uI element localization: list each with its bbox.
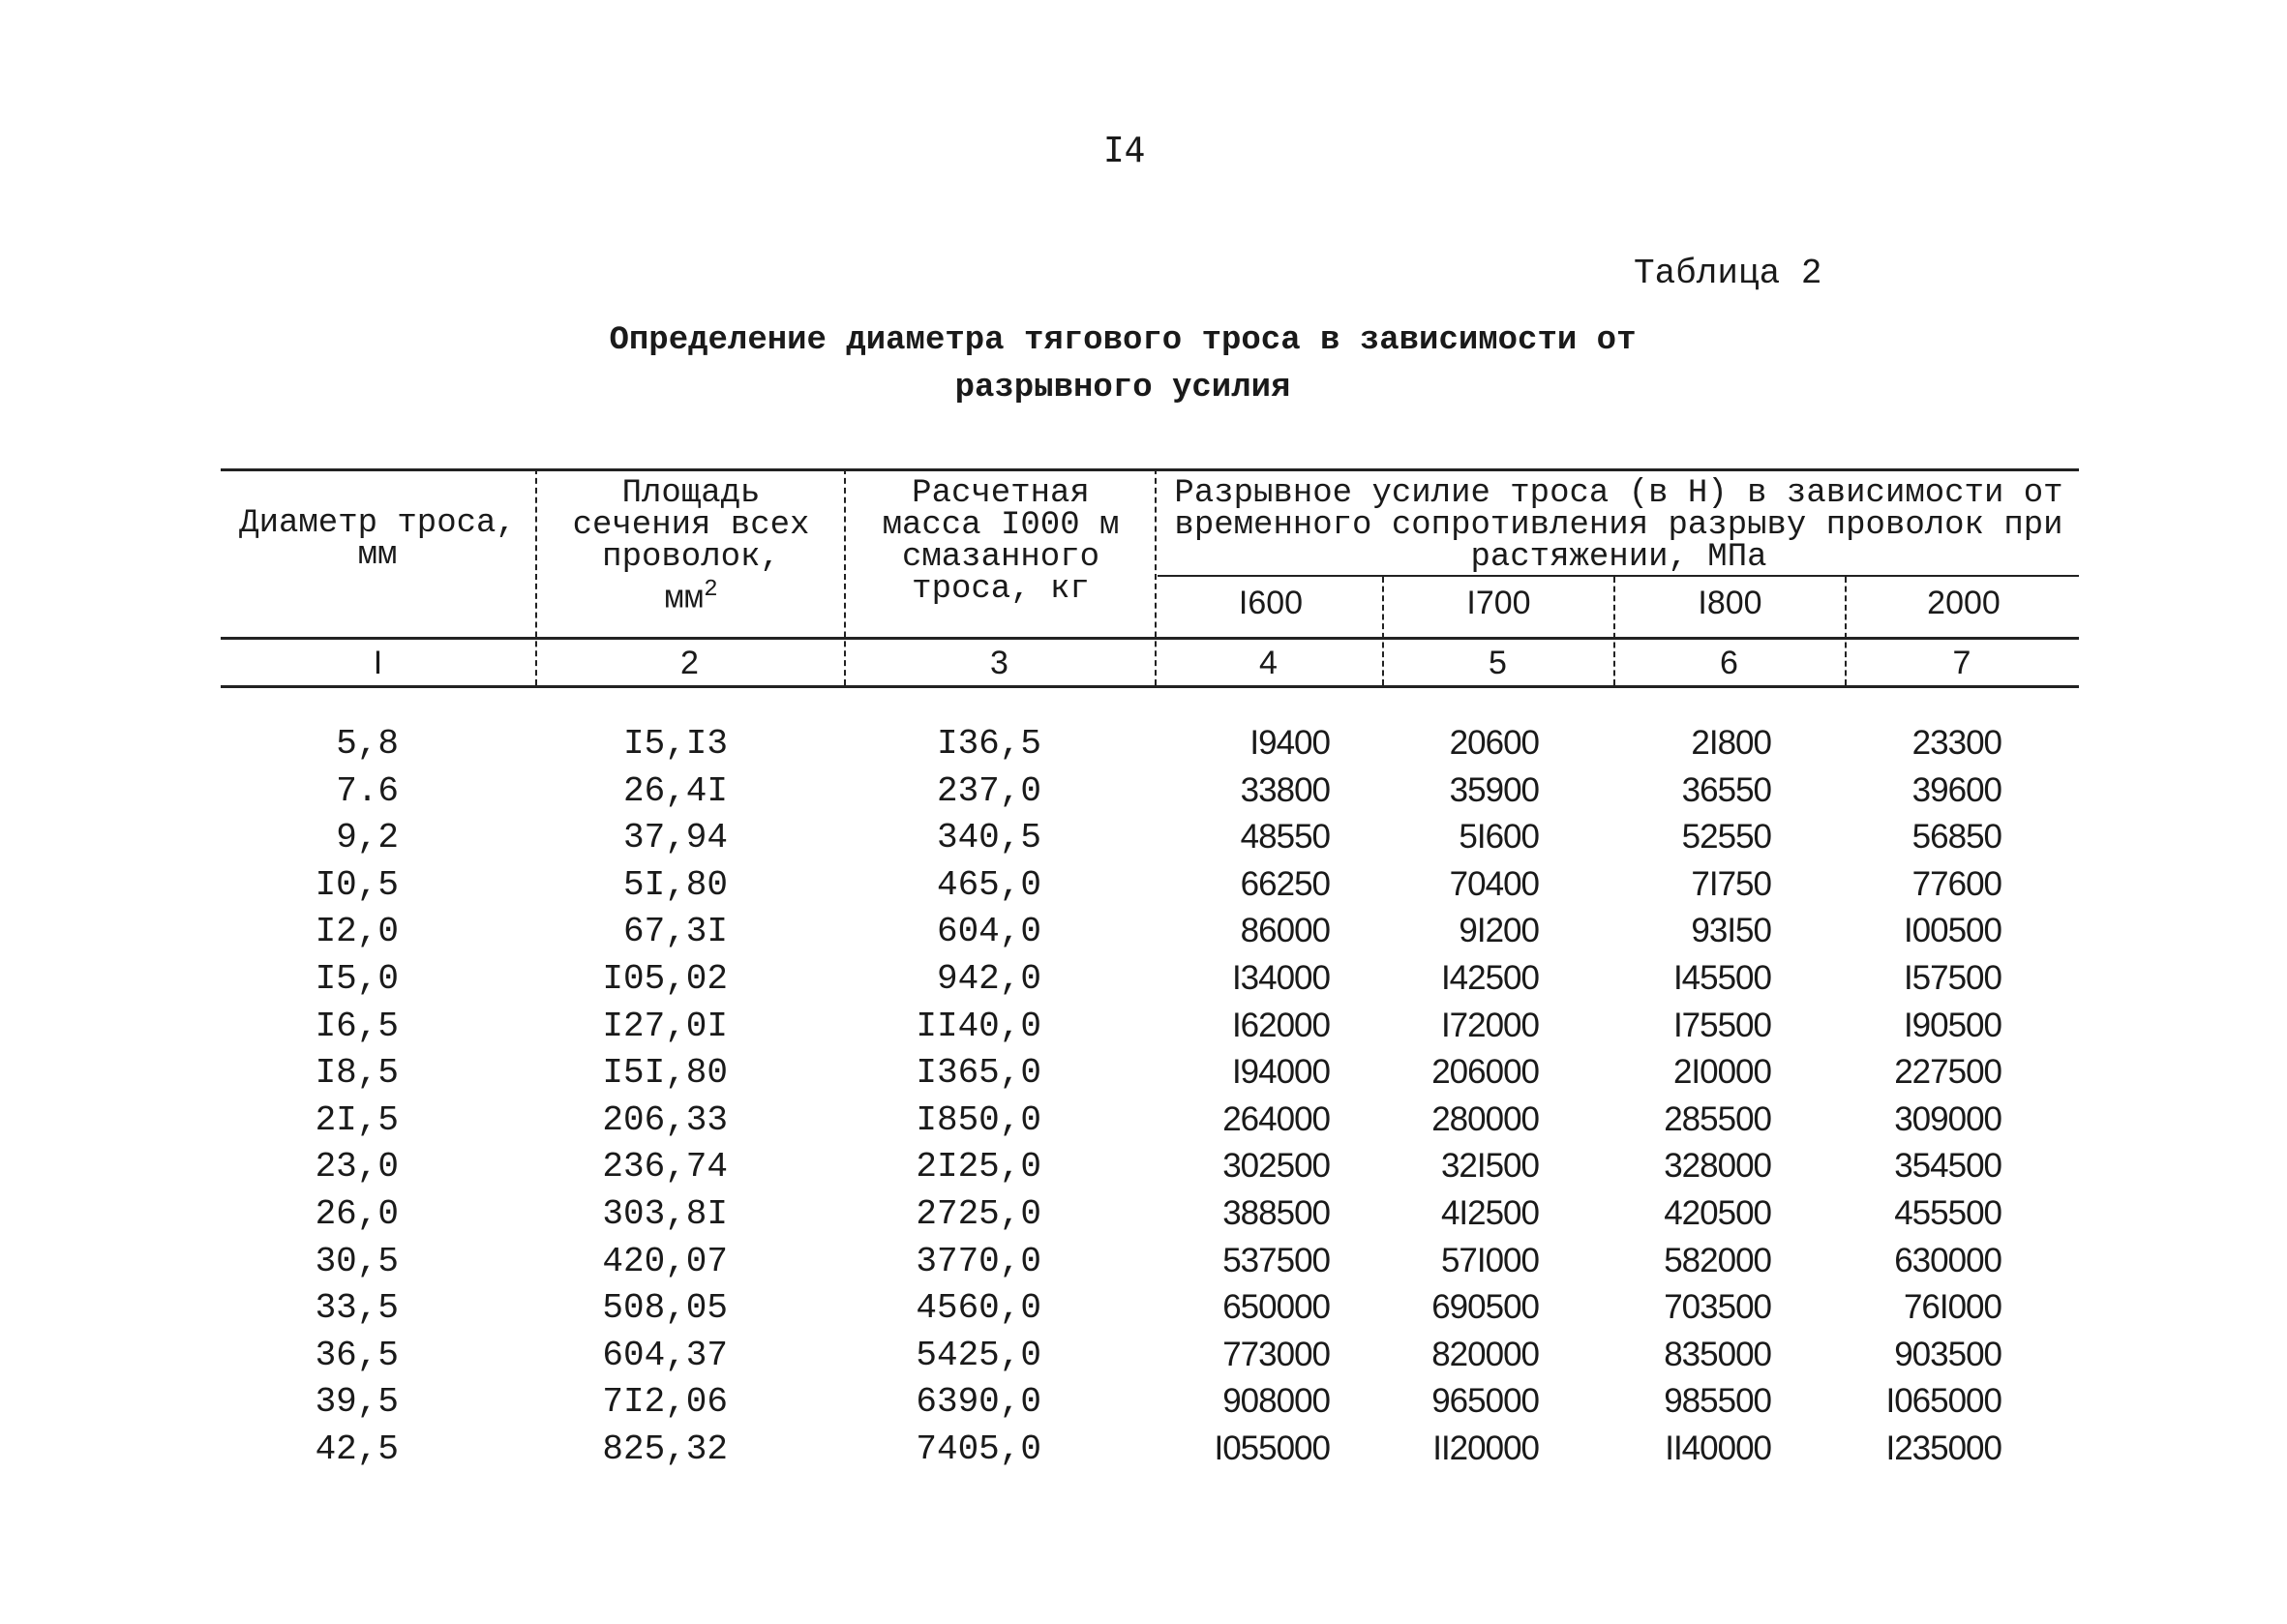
table-cell: 23300 [1911, 724, 2001, 762]
table-cell: 302500 [1222, 1147, 1330, 1186]
table-cell: 820000 [1431, 1335, 1539, 1373]
table-cell: 33800 [1240, 770, 1330, 809]
table-cell: 309000 [1894, 1099, 2001, 1138]
header-area-sup: 2 [704, 577, 718, 603]
table-top-rule [221, 468, 2079, 471]
table-cell: 77600 [1911, 864, 2001, 903]
table-cell: 280000 [1431, 1099, 1539, 1138]
table-cell: 264000 [1222, 1099, 1330, 1138]
table-cell: 465,0 [936, 864, 1041, 905]
table-cell: 206,33 [602, 1099, 728, 1140]
column-number-5: 5 [1489, 645, 1507, 681]
table-cell: 604,37 [602, 1335, 728, 1375]
table-cell: 39,5 [315, 1382, 399, 1423]
column-number-2: 2 [680, 645, 699, 681]
column-number-6: 6 [1720, 645, 1738, 681]
table-cell: I055000 [1214, 1429, 1330, 1467]
column-number-4: 4 [1259, 645, 1278, 681]
table-cell: I42500 [1440, 959, 1539, 997]
table-cell: 2725,0 [916, 1194, 1041, 1234]
table-cell: 4I2500 [1440, 1194, 1539, 1232]
header-bottom-rule [221, 637, 2079, 640]
table-cell: 965000 [1431, 1382, 1539, 1421]
table-cell: I850,0 [916, 1099, 1041, 1140]
table-cell: II20000 [1432, 1429, 1539, 1467]
header-area-label: Площадь сечения всех проволок, [572, 475, 810, 576]
table-cell: 7.6 [336, 770, 399, 811]
table-cell: I5,0 [315, 959, 399, 999]
table-cell: 985500 [1664, 1382, 1771, 1421]
header-strength-1700: I700 [1466, 585, 1531, 621]
table-label: Таблица 2 [1634, 254, 1822, 293]
table-cell: I5I,80 [602, 1053, 728, 1094]
table-cell: 942,0 [936, 959, 1041, 999]
table-cell: 37,94 [622, 818, 728, 858]
table-cell: 23,0 [315, 1147, 399, 1188]
header-area [546, 475, 836, 618]
table-cell: 236,74 [602, 1147, 728, 1188]
table-cell: II40,0 [916, 1006, 1041, 1046]
header-strength-1800: I800 [1698, 585, 1762, 621]
column-number-1: I [373, 645, 383, 681]
table-cell: 86000 [1240, 912, 1330, 950]
table-cell: 3770,0 [916, 1241, 1041, 1281]
table-cell: 690500 [1431, 1288, 1539, 1327]
table-cell: 48550 [1240, 818, 1330, 857]
table-cell: 93I50 [1691, 912, 1771, 950]
table-cell: I45500 [1672, 959, 1771, 997]
table-cell: 582000 [1664, 1241, 1771, 1279]
table-cell: I72000 [1440, 1006, 1539, 1044]
table-cell: 57I000 [1440, 1241, 1539, 1279]
table-cell: 2I25,0 [916, 1147, 1041, 1188]
page-number: I4 [1103, 131, 1146, 170]
table-cell: 2I800 [1691, 724, 1771, 762]
table-cell: 56850 [1911, 818, 2001, 857]
table-cell: I235000 [1885, 1429, 2001, 1467]
table-cell: 5I,80 [622, 864, 728, 905]
table-cell: I75500 [1672, 1006, 1771, 1044]
table-cell: 67,3I [622, 912, 728, 952]
table-cell: 2I0000 [1672, 1053, 1771, 1092]
table-cell: I9400 [1249, 724, 1330, 762]
table-cell: 508,05 [602, 1288, 728, 1329]
table-cell: 39600 [1911, 770, 2001, 809]
table-cell: 20600 [1449, 724, 1539, 762]
table-cell: 5425,0 [916, 1335, 1041, 1375]
table-cell: 7I2,06 [602, 1382, 728, 1423]
table-cell: 630000 [1894, 1241, 2001, 1279]
table-cell: 908000 [1222, 1382, 1330, 1421]
table-cell: 7I750 [1691, 864, 1771, 903]
table-cell: I5,I3 [622, 724, 728, 764]
table-cell: 30,5 [315, 1241, 399, 1281]
table-cell: 5,8 [336, 724, 399, 764]
table-cell: 835000 [1664, 1335, 1771, 1373]
table-cell: I8,5 [315, 1053, 399, 1094]
table-cell: 9,2 [336, 818, 399, 858]
table-cell: I27,0I [602, 1006, 728, 1046]
column-numbers-rule [221, 685, 2079, 688]
table-cell: 650000 [1222, 1288, 1330, 1327]
table-cell: II40000 [1665, 1429, 1771, 1467]
table-title-line-2: разрывного усилия [954, 370, 1291, 406]
table-title [542, 317, 1703, 412]
table-cell: I94000 [1231, 1053, 1330, 1092]
table-cell: 32I500 [1440, 1147, 1539, 1186]
table-cell: 703500 [1664, 1288, 1771, 1327]
table-cell: 303,8I [602, 1194, 728, 1234]
table-cell: 36550 [1681, 770, 1771, 809]
table-cell: 33,5 [315, 1288, 399, 1329]
table-cell: 354500 [1894, 1147, 2001, 1186]
header-diameter: Диаметр троса, мм [239, 505, 516, 574]
table-cell: I0,5 [315, 864, 399, 905]
table-cell: I00500 [1903, 912, 2001, 950]
table-cell: 328000 [1664, 1147, 1771, 1186]
table-cell: 604,0 [936, 912, 1041, 952]
table-cell: 455500 [1894, 1194, 2001, 1232]
table-cell: 6390,0 [916, 1382, 1041, 1423]
table-cell: 52550 [1681, 818, 1771, 857]
table-title-line-1: Определение диаметра тягового троса в зависимости от [609, 322, 1637, 359]
table-cell: 537500 [1222, 1241, 1330, 1279]
table-cell: 206000 [1431, 1053, 1539, 1092]
table-cell: I34000 [1231, 959, 1330, 997]
table-cell: 5I600 [1459, 818, 1539, 857]
table-cell: I365,0 [916, 1053, 1041, 1094]
header-breaking-force: Разрывное усилие троса (в Н) в зависимости от временного сопротивления разрыву проволок при растяжении, МПа [1174, 475, 2063, 576]
table-cell: I065000 [1885, 1382, 2001, 1421]
table-cell: 420,07 [602, 1241, 728, 1281]
table-cell: 9I200 [1459, 912, 1539, 950]
table-cell: 42,5 [315, 1429, 399, 1469]
table-cell: 7405,0 [916, 1429, 1041, 1469]
table-cell: I6,5 [315, 1006, 399, 1046]
table-cell: 237,0 [936, 770, 1041, 811]
table-cell: 773000 [1222, 1335, 1330, 1373]
table-cell: 66250 [1240, 864, 1330, 903]
table-cell: 70400 [1449, 864, 1539, 903]
header-strength-2000: 2000 [1927, 585, 2001, 621]
header-area-unit: мм [664, 581, 705, 618]
column-number-7: 7 [1952, 645, 1971, 681]
table-cell: I05,02 [602, 959, 728, 999]
table-cell: 903500 [1894, 1335, 2001, 1373]
table-cell: 285500 [1664, 1099, 1771, 1138]
header-strength-1600: I600 [1238, 585, 1304, 621]
table-cell: 420500 [1664, 1194, 1771, 1232]
header-mass: Расчетная масса I000 м смазанного троса, кг [882, 475, 1120, 608]
table-cell: I62000 [1231, 1006, 1330, 1044]
table-cell: I36,5 [936, 724, 1041, 764]
table-cell: 227500 [1894, 1053, 2001, 1092]
table-cell: 825,32 [602, 1429, 728, 1469]
table-cell: 388500 [1222, 1194, 1330, 1232]
table-cell: 36,5 [315, 1335, 399, 1375]
table-cell: I90500 [1903, 1006, 2001, 1044]
table-cell: 35900 [1449, 770, 1539, 809]
table-cell: 4560,0 [916, 1288, 1041, 1329]
table-cell: 2I,5 [315, 1099, 399, 1140]
table-cell: I2,0 [315, 912, 399, 952]
table-cell: 26,4I [622, 770, 728, 811]
table-cell: I57500 [1903, 959, 2001, 997]
table-cell: 76I000 [1903, 1288, 2001, 1327]
table-cell: 340,5 [936, 818, 1041, 858]
table-cell: 26,0 [315, 1194, 399, 1234]
column-number-3: 3 [990, 645, 1008, 681]
